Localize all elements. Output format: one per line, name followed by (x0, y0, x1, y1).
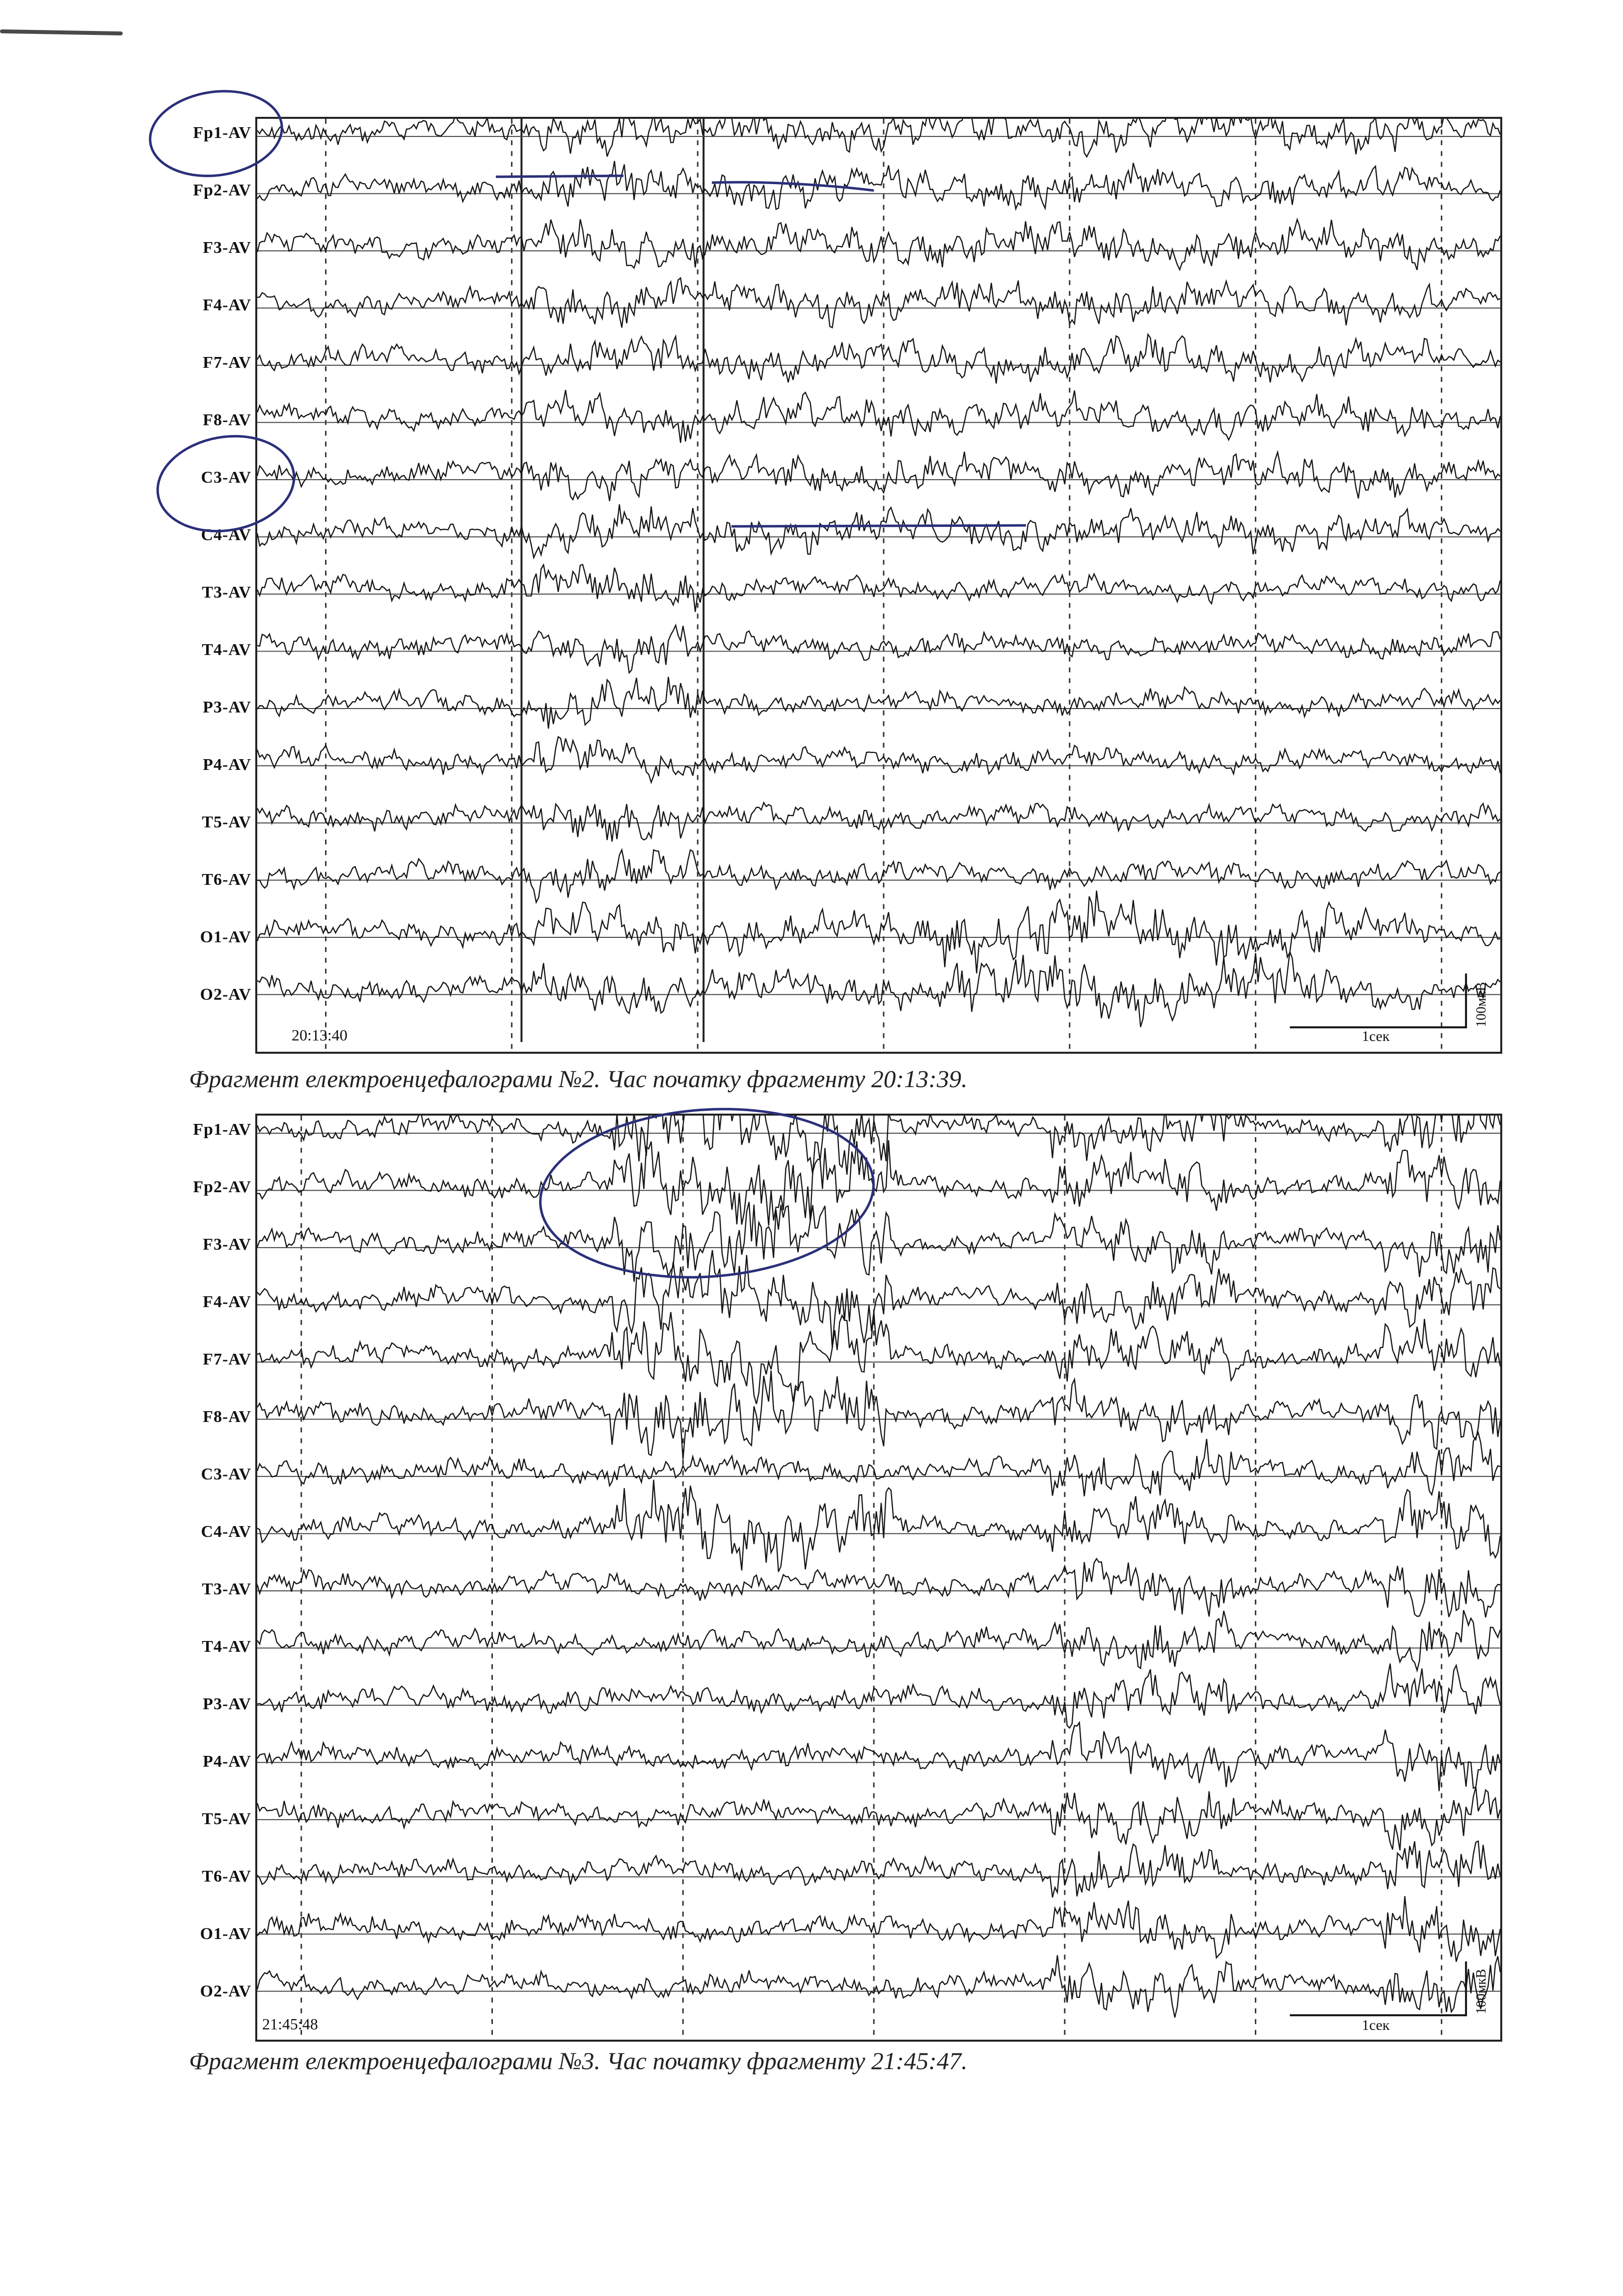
eeg-trace (257, 278, 1500, 328)
eeg-trace (257, 1955, 1500, 2018)
channel-labels-fragment-2 (162, 117, 255, 1054)
channel-label: T3-AV (202, 1580, 251, 1598)
eeg-trace (257, 1558, 1500, 1617)
channel-label: P3-AV (203, 1695, 251, 1713)
eeg-trace (257, 1610, 1500, 1670)
figure-caption-fragment-3: Фрагмент електроенцефалограми №3. Час початку фрагменту 21:45:47. (189, 2047, 968, 2075)
channel-label: C3-AV (201, 1465, 251, 1483)
start-timestamp: 21:45:48 (262, 2015, 318, 2033)
eeg-trace (257, 504, 1500, 558)
channel-label: F8-AV (203, 1408, 251, 1426)
channel-label: F7-AV (203, 354, 251, 372)
eeg-trace (257, 1250, 1500, 1348)
channel-label: Fp1-AV (193, 124, 251, 142)
eeg-trace (257, 677, 1500, 728)
channel-label: F4-AV (203, 1293, 251, 1311)
eeg-trace (257, 1722, 1500, 1791)
time-scale-label: 1сек (1362, 1028, 1390, 1044)
eeg-trace (257, 1116, 1500, 1175)
channel-label: F8-AV (203, 411, 251, 429)
eeg-trace (257, 390, 1500, 443)
channel-label: T5-AV (202, 1810, 251, 1828)
eeg-trace (257, 1480, 1500, 1572)
eeg-trace (257, 803, 1500, 842)
eeg-trace-panel-fragment-2 (255, 117, 1502, 1054)
eeg-trace (257, 1841, 1500, 1898)
channel-label: P4-AV (203, 1752, 251, 1771)
channel-label: C4-AV (201, 526, 251, 544)
eeg-trace (257, 1202, 1500, 1282)
channel-label: T6-AV (202, 871, 251, 889)
eeg-trace (257, 1433, 1500, 1497)
eeg-traces-fragment-2 (257, 119, 1500, 1052)
eeg-trace (257, 891, 1500, 974)
eeg-trace-panel-fragment-3 (255, 1114, 1502, 2042)
staple-mark (0, 29, 123, 35)
channel-label: Fp1-AV (193, 1121, 251, 1139)
eeg-trace (257, 219, 1500, 270)
channel-label: O1-AV (200, 1925, 251, 1943)
channel-label: T3-AV (202, 583, 251, 601)
channel-labels-fragment-3 (162, 1114, 255, 2042)
channel-label: T4-AV (202, 1638, 251, 1656)
channel-label: F4-AV (203, 296, 251, 314)
eeg-trace (257, 625, 1500, 673)
eeg-trace (257, 952, 1500, 1027)
channel-label: O2-AV (200, 1982, 251, 2000)
channel-label: O1-AV (200, 928, 251, 946)
channel-label: P3-AV (203, 698, 251, 716)
amplitude-scale-label: 100мкВ (1474, 982, 1489, 1027)
eeg-trace (257, 737, 1500, 783)
time-scale-label: 1сек (1362, 2017, 1390, 2033)
channel-label: F3-AV (203, 1235, 251, 1254)
eeg-trace (257, 1370, 1500, 1459)
channel-label: Fp2-AV (193, 181, 251, 199)
eeg-trace (257, 334, 1500, 383)
start-timestamp: 20:13:40 (292, 1026, 348, 1044)
channel-label: Fp2-AV (193, 1178, 251, 1196)
figure-caption-fragment-2: Фрагмент електроенцефалограми №2. Час початку фрагменту 20:13:39. (189, 1065, 968, 1093)
eeg-traces-fragment-3 (257, 1116, 1500, 2040)
amplitude-scale-label: 100мкВ (1474, 1969, 1489, 2014)
eeg-trace (257, 1312, 1500, 1404)
channel-label: F3-AV (203, 239, 251, 257)
eeg-trace (257, 1787, 1500, 1850)
channel-label: O2-AV (200, 985, 251, 1004)
channel-label: C3-AV (201, 468, 251, 487)
eeg-trace (257, 119, 1500, 157)
eeg-trace (257, 161, 1500, 209)
eeg-trace (257, 1140, 1500, 1226)
channel-label: F7-AV (203, 1350, 251, 1368)
eeg-trace (257, 565, 1500, 612)
channel-label: C4-AV (201, 1523, 251, 1541)
eeg-trace (257, 1664, 1500, 1728)
eeg-trace (257, 452, 1500, 501)
eeg-trace (257, 1896, 1500, 1962)
channel-label: P4-AV (203, 756, 251, 774)
channel-label: T6-AV (202, 1867, 251, 1886)
eeg-trace (257, 850, 1500, 902)
channel-label: T5-AV (202, 813, 251, 831)
channel-label: T4-AV (202, 641, 251, 659)
